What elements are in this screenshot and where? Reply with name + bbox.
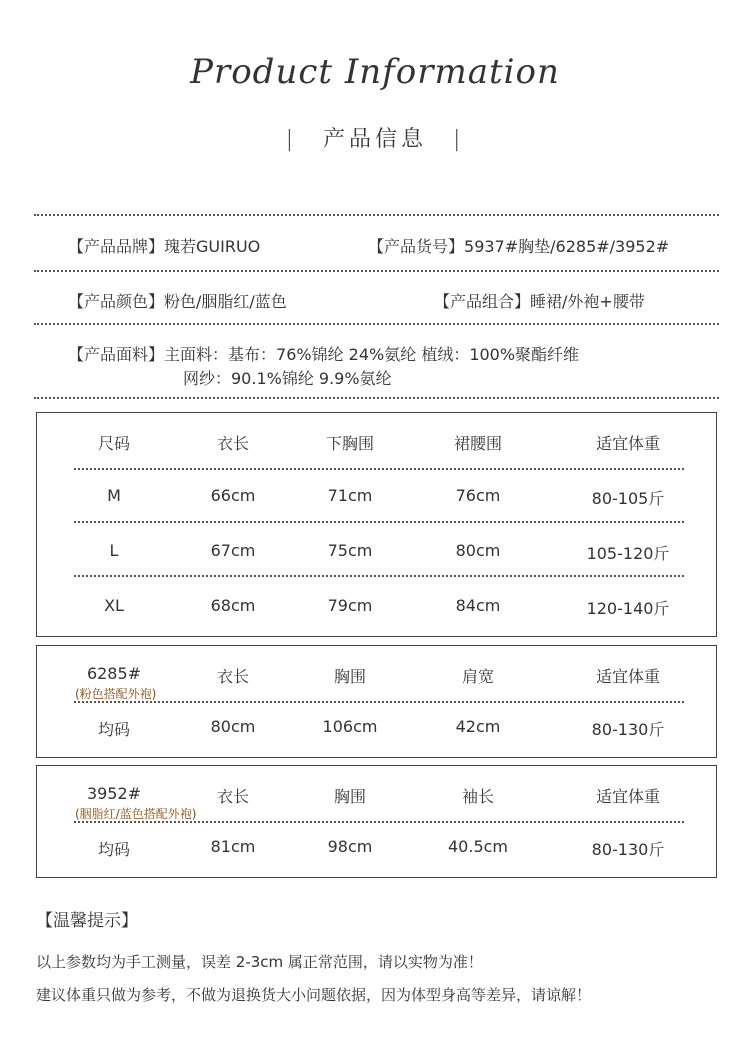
robe-code: 6285# (86, 664, 142, 683)
robe-cell: 42cm (455, 717, 501, 736)
size-cell: 79cm (327, 596, 373, 615)
title-bar-right: | (453, 127, 465, 152)
size-header-cell: 下胸围 (325, 434, 375, 453)
divider-dotted (34, 397, 719, 399)
fabric-label: 【产品面料】 (68, 345, 165, 364)
robe-header-cell: 胸围 (333, 787, 367, 806)
row-divider (74, 821, 684, 823)
combo-value: 睡裙/外袍+腰带 (530, 292, 645, 311)
brand-value: 瑰若GUIRUO (164, 237, 261, 256)
row-divider (74, 575, 684, 577)
size-cell: 67cm (210, 541, 256, 560)
tips-title: 【温馨提示】 (36, 911, 138, 931)
divider-dotted (34, 214, 719, 216)
robe-cell: 106cm (322, 717, 378, 736)
size-header-cell: 衣长 (216, 434, 250, 453)
size-cell: 84cm (455, 596, 501, 615)
robe-header-cell: 胸围 (333, 667, 367, 686)
fabric-line2: 网纱：90.1%锦纶 9.9%氨纶 (183, 369, 392, 388)
info-brand (68, 234, 260, 257)
combo-label: 【产品组合】 (434, 292, 531, 311)
title-bar-left: | (285, 127, 297, 152)
size-header-cell: 裙腰围 (453, 434, 503, 453)
size-cell: 80cm (455, 541, 501, 560)
robe-cell: 均码 (97, 840, 131, 859)
robe-cell: 80-130斤 (591, 720, 665, 739)
robe-header-cell: 适宜体重 (595, 787, 661, 806)
tips-line2: 建议体重只做为参考，不做为退换货大小问题依据，因为体型身高等差异，请谅解！ (36, 986, 592, 1004)
size-cell: 105-120斤 (586, 544, 670, 563)
size-cell: M (107, 486, 121, 505)
title-english: Product Information (190, 52, 560, 92)
row-divider (74, 468, 684, 470)
divider-dotted (34, 323, 719, 325)
robe-3952-table (36, 765, 717, 878)
robe-cell: 40.5cm (447, 837, 509, 856)
divider-dotted (34, 270, 719, 272)
size-cell: 76cm (455, 486, 501, 505)
size-cell: 120-140斤 (586, 599, 670, 618)
size-cell: 66cm (210, 486, 256, 505)
size-cell: XL (104, 596, 124, 615)
sku-label: 【产品货号】 (368, 237, 465, 256)
info-sku (368, 234, 669, 257)
robe-header-cell: 衣长 (216, 787, 250, 806)
tips-line1: 以上参数均为手工测量，误差 2-3cm 属正常范围，请以实物为准！ (36, 953, 483, 971)
robe-header-cell: 袖长 (461, 787, 495, 806)
size-cell: 80-105斤 (591, 489, 665, 508)
size-header-cell: 适宜体重 (595, 434, 661, 453)
robe-note: (胭脂红/蓝色搭配外袍) (75, 807, 197, 821)
robe-header-cell: 衣长 (216, 667, 250, 686)
fabric-line1: 主面料：基布：76%锦纶 24%氨纶 植绒：100%聚酯纤维 (164, 345, 580, 364)
robe-note: (粉色搭配外袍) (75, 687, 157, 701)
info-color (68, 289, 287, 312)
robe-header-cell: 适宜体重 (595, 667, 661, 686)
robe-cell: 81cm (210, 837, 256, 856)
title-chinese-wrap (0, 122, 750, 153)
row-divider (74, 521, 684, 523)
robe-cell: 98cm (327, 837, 373, 856)
color-label: 【产品颜色】 (68, 292, 165, 311)
sku-value: 5937#胸垫/6285#/3952# (464, 237, 670, 256)
robe-6285-table (36, 645, 717, 758)
robe-header-cell: 肩宽 (461, 667, 495, 686)
robe-cell: 均码 (97, 720, 131, 739)
title-chinese: 产品信息 (322, 127, 427, 152)
robe-cell: 80cm (210, 717, 256, 736)
size-cell: 71cm (327, 486, 373, 505)
size-cell: 75cm (327, 541, 373, 560)
color-value: 粉色/胭脂红/蓝色 (164, 292, 287, 311)
brand-label: 【产品品牌】 (68, 237, 165, 256)
size-table (36, 412, 717, 637)
size-cell: 68cm (210, 596, 256, 615)
robe-code: 3952# (86, 784, 142, 803)
size-cell: L (109, 541, 119, 560)
row-divider (74, 701, 684, 703)
info-combo (434, 289, 645, 312)
info-fabric (68, 342, 579, 365)
robe-cell: 80-130斤 (591, 840, 665, 859)
size-header-cell: 尺码 (97, 434, 131, 453)
